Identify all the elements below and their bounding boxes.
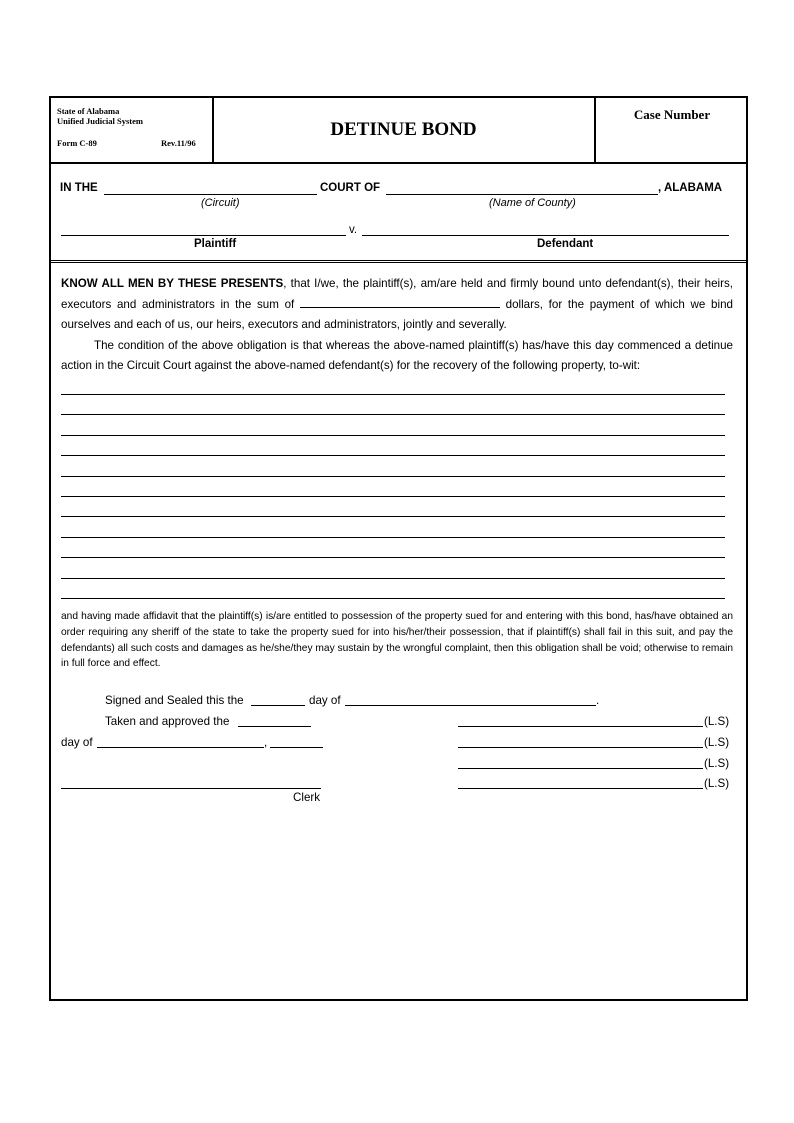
state-name: State of Alabama xyxy=(57,106,120,116)
circuit-hint: (Circuit) xyxy=(201,197,240,209)
versus-label: v. xyxy=(349,224,358,236)
bond-amount-field[interactable] xyxy=(300,297,500,308)
form-frame xyxy=(49,96,748,1001)
ls-signature-field-4[interactable] xyxy=(458,788,703,789)
signed-day-of: day of xyxy=(309,694,341,707)
property-line[interactable] xyxy=(61,414,725,415)
signed-period: . xyxy=(596,694,600,707)
signed-text: Signed and Sealed this the xyxy=(105,694,244,707)
signed-day-field[interactable] xyxy=(251,705,305,706)
court-of-label: COURT OF xyxy=(320,182,381,194)
property-line[interactable] xyxy=(61,578,725,579)
ls-label-2: (L.S) xyxy=(704,736,730,749)
property-line[interactable] xyxy=(61,476,725,477)
case-number-box[interactable] xyxy=(594,98,748,162)
property-line[interactable] xyxy=(61,598,725,599)
ls-label-4: (L.S) xyxy=(704,777,730,790)
clerk-signature-field[interactable] xyxy=(61,788,321,789)
taken-day-of: day of xyxy=(61,736,93,749)
court-section xyxy=(51,164,746,263)
county-field[interactable] xyxy=(386,194,658,195)
affidavit-paragraph: and having made affidavit that the plaintiff(s) is/are entitled to possession of the property sued for and entering with this bond, has/have obtained an order requiring any sheriff of the state to take the property sued for into his/her/their possession, that if plaintiff(s) shall fail in this suit, and pay the defendants) all such costs and damages as he/she/they may sustain by the wrongful complaint, then this obligation shall be void; otherwise to remain in full force and effect. xyxy=(61,611,733,670)
form-revision: Rev.11/96 xyxy=(161,138,196,148)
form-title: DETINUE BOND xyxy=(330,119,477,140)
signed-month-field[interactable] xyxy=(345,705,596,706)
property-line[interactable] xyxy=(61,516,725,517)
bond-paragraph-1: KNOW ALL MEN BY THESE PRESENTS, that I/we, the plaintiff(s), am/are held and firmly bound unto defendant(s), their heirs, executors and administrators in the sum of dollars, for the payment of which we bind ourselves and each of us, our heirs, executors and administrators, jointly and severally. xyxy=(61,277,734,332)
taken-month-field[interactable] xyxy=(97,747,264,748)
form-header xyxy=(51,98,746,164)
county-hint: (Name of County) xyxy=(489,197,576,209)
plaintiff-label: Plaintiff xyxy=(194,238,237,250)
ls-signature-field-2[interactable] xyxy=(458,747,703,748)
property-line[interactable] xyxy=(61,394,725,395)
property-line[interactable] xyxy=(61,537,725,538)
defendant-label: Defendant xyxy=(537,238,594,250)
property-line[interactable] xyxy=(61,435,725,436)
clerk-label: Clerk xyxy=(293,791,321,804)
bond-paragraph-2: The condition of the above obligation is that whereas the above-named plaintiff(s) has/have this day commenced a detinue action in the Circuit Court against the above-named defendant(s) for the recovery of the following property, to-wit: xyxy=(61,338,733,373)
property-line[interactable] xyxy=(61,557,725,558)
ls-signature-field-1[interactable] xyxy=(458,726,703,727)
alabama-label: , ALABAMA xyxy=(658,182,723,194)
form-number: Form C-89 xyxy=(57,138,97,148)
ls-label-3: (L.S) xyxy=(704,757,730,770)
taken-text: Taken and approved the xyxy=(105,715,230,728)
taken-day-field[interactable] xyxy=(238,726,311,727)
property-line[interactable] xyxy=(61,496,725,497)
form-id-box xyxy=(51,98,214,162)
in-the-label: IN THE xyxy=(60,182,98,194)
ls-label-1: (L.S) xyxy=(704,715,730,728)
taken-comma: , xyxy=(264,736,268,749)
bond-body xyxy=(61,274,733,377)
case-number-label: Case Number xyxy=(633,107,711,122)
taken-year-field[interactable] xyxy=(270,747,323,748)
defendant-field[interactable] xyxy=(362,235,729,236)
bond-lead: KNOW ALL MEN BY THESE PRESENTS xyxy=(61,277,284,290)
plaintiff-field[interactable] xyxy=(61,235,346,236)
property-line[interactable] xyxy=(61,455,725,456)
ls-signature-field-3[interactable] xyxy=(458,768,703,769)
judicial-system: Unified Judicial System xyxy=(57,116,143,126)
circuit-field[interactable] xyxy=(104,194,317,195)
